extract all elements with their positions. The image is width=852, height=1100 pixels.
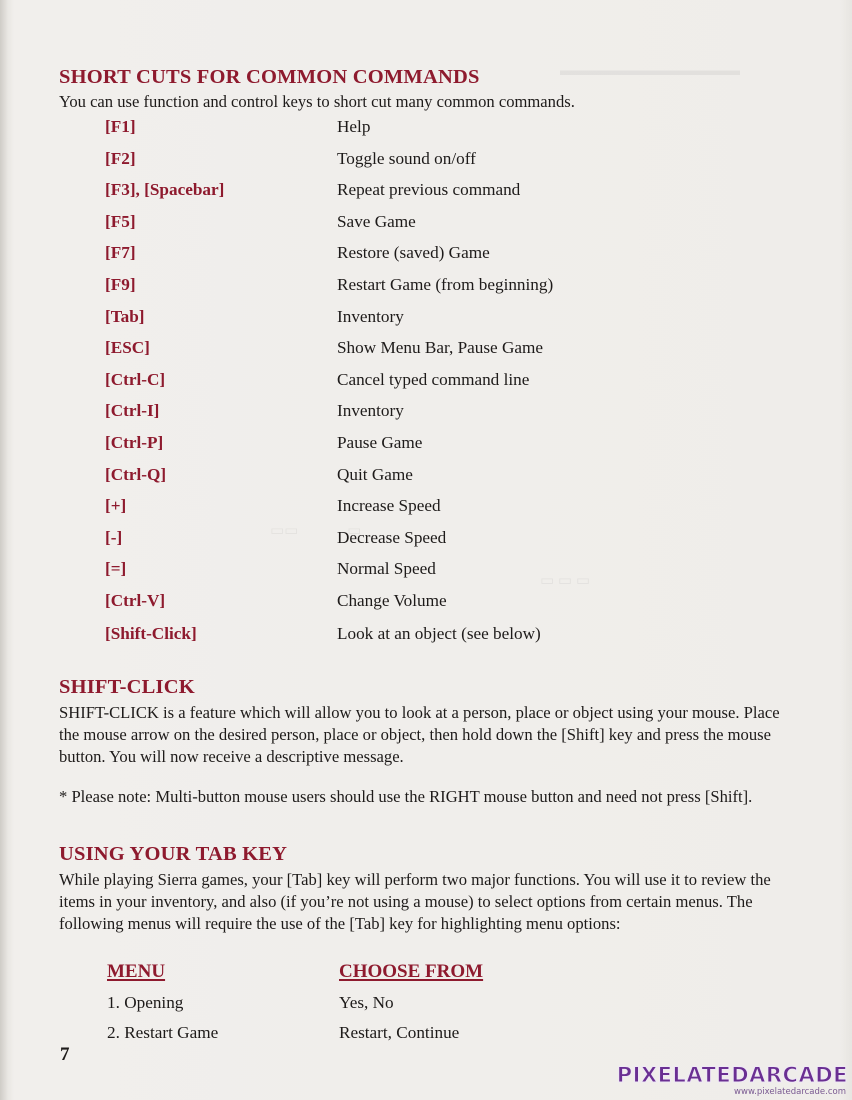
shift-click-note: * Please note: Multi-button mouse users should use the RIGHT mouse button and need not press [Shift]. [59,787,753,806]
menu-row-options: Yes, No [339,993,394,1012]
shortcut-action: Pause Game [337,433,423,452]
shortcut-row [105,559,725,585]
shortcut-row [105,624,725,650]
shortcuts-intro: You can use function and control keys to short cut many common commands. [59,92,575,111]
shortcut-key: [F7] [105,243,136,263]
shortcut-row [105,307,725,333]
shortcut-row [105,149,725,175]
menu-row-name: 2. Restart Game [107,1023,219,1042]
shortcut-action: Change Volume [337,591,447,610]
shortcut-row [105,591,725,617]
shortcut-key: [F9] [105,275,136,294]
shortcut-action: Look at an object (see below) [337,623,541,643]
shortcut-action: Restore (saved) Game [337,243,490,263]
shortcut-key: [Shift-Click] [105,623,197,643]
shortcut-action: Decrease Speed [337,527,447,547]
shortcut-action: Increase Speed [337,496,441,516]
page-number: 7 [60,1044,70,1065]
shortcut-key: [F5] [105,211,136,231]
watermark-logo: PIXELATEDARCADE [616,1063,848,1087]
shortcut-row [105,465,725,491]
site-watermark [617,1063,848,1097]
shortcut-row [105,212,725,238]
shortcut-key: [F1] [105,117,136,136]
shift-click-heading: SHIFT-CLICK [59,676,195,698]
menu-row-name: 1. Opening [107,993,184,1012]
shortcut-row [105,401,725,427]
shortcut-key: [+] [105,496,127,516]
shortcut-key: [F3], [Spacebar] [105,180,225,200]
shortcut-action: Help [337,117,371,136]
shortcut-key: [Ctrl-Q] [105,464,167,484]
bleed-through-decoration: ▭▭ ▭ [270,523,362,539]
shortcut-key: [F2] [105,148,136,168]
shortcut-action: Save Game [337,211,416,231]
shortcut-action: Repeat previous command [337,180,521,200]
shortcut-row [105,338,725,364]
shortcut-action: Restart Game (from beginning) [337,275,554,294]
shortcut-key: [Ctrl-C] [105,369,166,389]
shortcut-key: [Tab] [105,306,145,326]
choose-from-column-header: CHOOSE FROM [339,961,484,982]
shortcut-key: [-] [105,527,123,547]
shortcut-action: Cancel typed command line [337,369,530,389]
shortcut-action: Inventory [337,306,404,326]
shortcut-action: Normal Speed [337,559,436,579]
shortcut-row [105,528,725,554]
shortcut-key: [ESC] [105,338,150,358]
shortcut-row [105,117,725,143]
shortcut-action: Toggle sound on/off [337,148,476,168]
shortcut-row [105,370,725,396]
shortcut-action: Inventory [337,401,404,421]
watermark-url: www.pixelatedarcade.com [734,1087,846,1097]
shift-click-body: SHIFT-CLICK is a feature which will allow you to look at a person, place or object using your mouse. Place the mouse arrow on the desired person, place or object, then hold down the [Shift] key and press the mouse button. You will now receive a descriptive message. [59,703,780,766]
shortcut-key: [Ctrl-V] [105,591,166,610]
bleed-through-decoration: ▬▬▬▬▬▬▬▬▬▬▬▬ [560,63,740,79]
menu-column-header: MENU [107,961,166,982]
bleed-through-decoration: ▭ ▭ ▭ [540,573,591,589]
shortcuts-heading: SHORT CUTS FOR COMMON COMMANDS [59,66,480,88]
shortcut-row [105,180,725,206]
shortcut-key: [Ctrl-P] [105,433,164,452]
shortcut-key: [Ctrl-I] [105,401,160,421]
shortcut-key: [=] [105,559,127,579]
shortcut-row [105,433,725,459]
shortcut-row [105,496,725,522]
shortcut-row [105,243,725,269]
menu-row-options: Restart, Continue [339,1023,460,1042]
shortcut-action: Quit Game [337,464,413,484]
shortcut-action: Show Menu Bar, Pause Game [337,338,544,358]
shortcut-row [105,275,725,301]
tab-key-body: While playing Sierra games, your [Tab] key will perform two major functions. You will use it to review the items in your inventory, and also (if you’re not using a mouse) to select options from certain menus. The following menus will require the use of the [Tab] key for highlighting menu options: [59,870,771,933]
tab-key-heading: USING YOUR TAB KEY [59,843,288,865]
